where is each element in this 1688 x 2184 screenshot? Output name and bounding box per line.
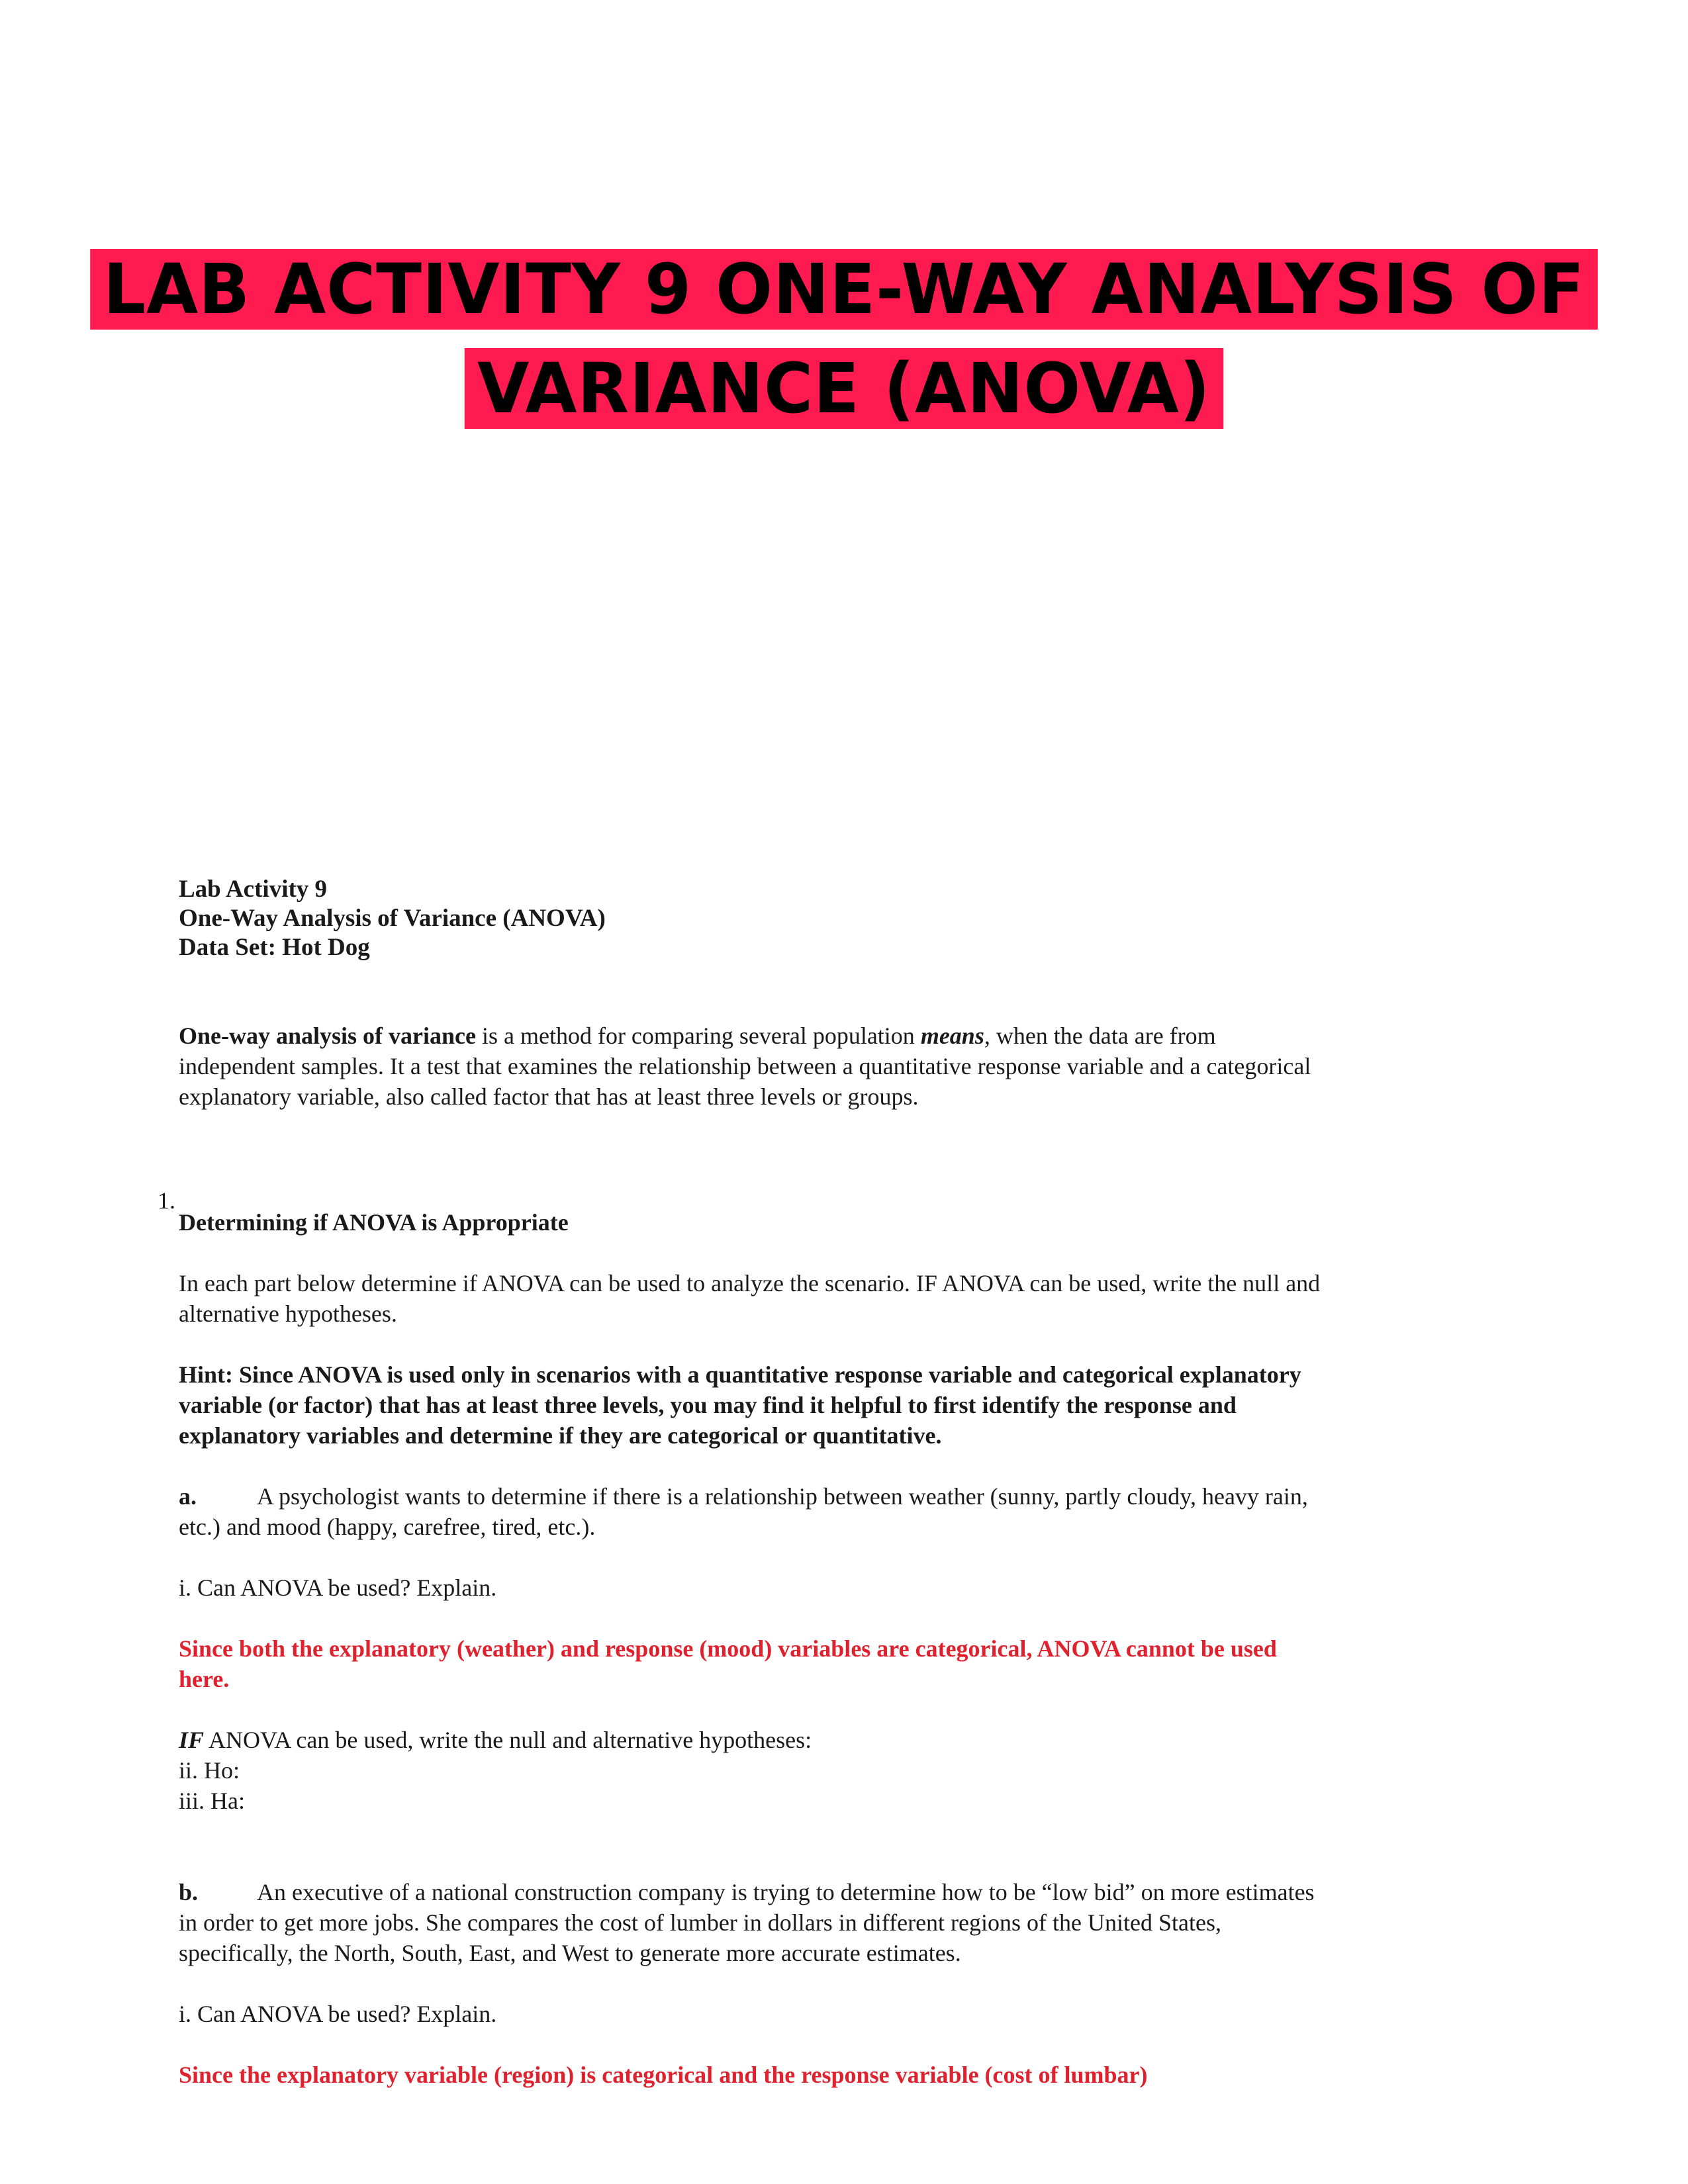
title-banner-line-2: VARIANCE (ANOVA)	[465, 348, 1223, 429]
part-b-scenario	[179, 1877, 1324, 1968]
part-a-scenario	[179, 1481, 1324, 1542]
list-number: 1.	[158, 1187, 175, 1214]
part-b-answer: Since the explanatory variable (region) is categorical and the response variable (cost of lumbar)	[179, 2062, 1148, 2088]
intro-text-a: is a method for comparing several population	[475, 1023, 921, 1049]
part-a-hypotheses	[179, 1725, 1324, 1816]
part-b-letter: b.	[179, 1879, 199, 1905]
part-a-letter: a.	[179, 1483, 197, 1510]
part-b-text: An executive of a national construction company is trying to determine how to be “low bid” on more estimates in order to get more jobs. She compares the cost of lumber in dollars in different regions of the United States, specifically, the North, South, East, and West to generate more accurate estimates.	[179, 1879, 1315, 1966]
hypotheses-prompt	[179, 1725, 1324, 1755]
lab-subtitle: One-Way Analysis of Variance (ANOVA)	[179, 905, 606, 932]
alternative-hypothesis-label: iii. Ha:	[179, 1788, 245, 1814]
hint-paragraph: Hint: Since ANOVA is used only in scenarios with a quantitative response variable and categorical explanatory variable (or factor) that has at least three levels, you may find it helpful to first identify the response and explanatory variables and determine if they are categorical or quantitative.	[179, 1361, 1301, 1449]
section-heading: Determining if ANOVA is Appropriate	[179, 1209, 569, 1236]
part-a-answer: Since both the explanatory (weather) and response (mood) variables are categorical, ANOVA cannot be used here.	[179, 1635, 1277, 1692]
title-banner	[25, 240, 1663, 438]
section-instructions: In each part below determine if ANOVA can be used to analyze the scenario. IF ANOVA can be used, write the null and alternative hypotheses.	[179, 1270, 1321, 1327]
dataset-label: Data Set: Hot Dog	[179, 934, 370, 961]
if-rest: ANOVA can be used, write the null and alternative hypotheses:	[204, 1727, 812, 1753]
document-header	[179, 875, 1324, 962]
intro-term: One-way analysis of variance	[179, 1023, 476, 1049]
lab-title: Lab Activity 9	[179, 876, 328, 903]
part-a-question: i. Can ANOVA be used? Explain.	[179, 1574, 497, 1601]
intro-text-b: , when the data are from independent samples. It a test that examines the relationship between a quantitative response variable and a categorical explanatory variable, also called factor that has at least three levels or groups.	[179, 1023, 1311, 1110]
document-body	[179, 875, 1324, 2090]
title-banner-line-1: LAB ACTIVITY 9 ONE-WAY ANALYSIS OF	[90, 249, 1597, 330]
intro-means: means	[920, 1023, 984, 1049]
if-word: IF	[179, 1727, 205, 1753]
intro-paragraph	[179, 1021, 1324, 1112]
part-b-question: i. Can ANOVA be used? Explain.	[179, 2001, 497, 2027]
null-hypothesis-label: ii. Ho:	[179, 1757, 240, 1784]
part-a-text: A psychologist wants to determine if there is a relationship between weather (sunny, partly cloudy, heavy rain, etc.) and mood (happy, carefree, tired, etc.).	[179, 1483, 1308, 1540]
